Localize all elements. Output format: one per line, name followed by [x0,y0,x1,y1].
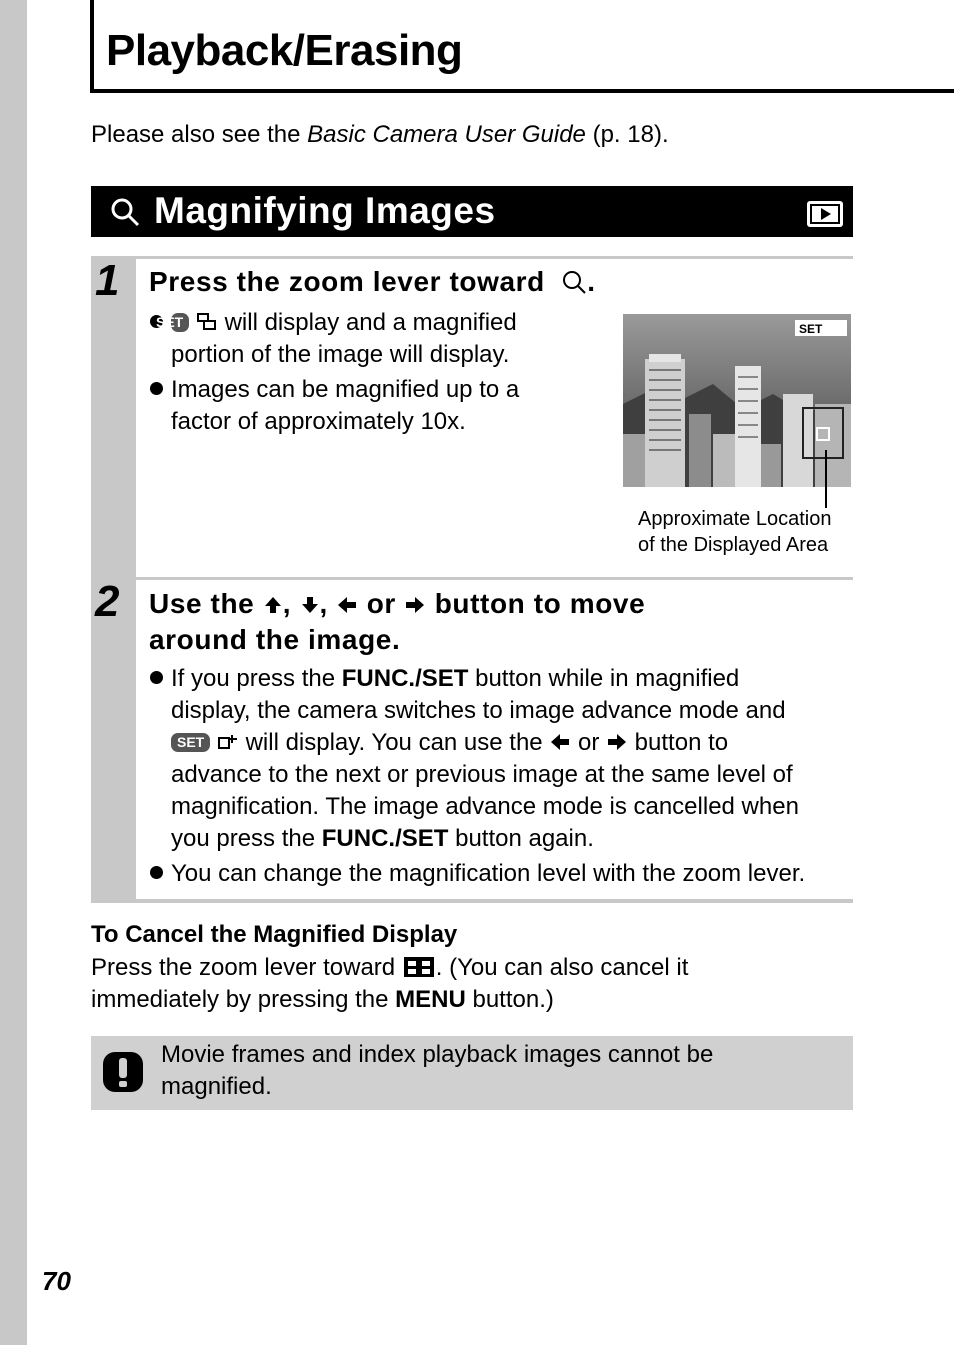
arrow-left-icon [336,595,358,615]
photo-caption: Approximate Location of the Displayed Area [638,508,832,556]
step-1-heading [149,264,596,300]
arrow-up-icon [263,595,283,615]
bullet-dot [150,671,163,684]
heading-line-2: around the image. [149,624,401,655]
page-title: Playback/Erasing [106,26,463,75]
playback-mode-icon [806,200,844,228]
magnifier-icon [561,269,587,295]
bullet-text: button while in magnified [468,665,740,692]
image-advance-icon [217,732,239,752]
arrow-left-icon [549,732,571,752]
bullet-text-line3 [150,727,850,759]
cancel-text: . (You can also cancel it [435,954,689,981]
heading-comma: , [282,588,292,619]
step-1-bullet-1 [150,307,580,371]
bullet-text-line2: display, the camera switches to image advance mode and [171,697,786,724]
step-number-column [91,256,136,578]
photo-set-label: SET [799,322,823,336]
func-set-label: FUNC./SET [341,665,469,692]
arrow-down-icon [300,595,320,615]
magnify-display-icon [196,312,218,332]
step-2-heading [149,586,839,658]
step-divider [136,577,853,580]
cancel-text: button.) [465,986,554,1013]
set-badge-icon: SET [171,313,189,332]
arrow-right-icon [404,595,426,615]
caution-icon [101,1050,145,1094]
bullet-text-line2: factor of approximately 10x. [171,408,466,435]
arrow-right-icon [606,732,628,752]
intro-text [91,121,669,149]
step-1-bullet-2 [150,374,580,438]
caution-text: Movie frames and index playback images cannot be magnified. [161,1041,714,1100]
intro-prefix: Please also see the [91,121,308,148]
city-skyline-photo [623,314,851,487]
cancel-text: Press the zoom lever toward [91,954,402,981]
bullet-text-line2: portion of the image will display. [171,341,510,368]
bullet-text: You can change the magnification level with the zoom lever. [171,860,806,887]
bullet-or: or [571,729,607,756]
heading-text: Use the [149,588,255,619]
bullet-text: If you press the [171,665,342,692]
caution-note [91,1036,853,1110]
step-divider [136,256,853,259]
step-2-bullet-2 [150,858,850,890]
menu-label: MENU [395,986,466,1013]
heading-text: button to move [434,588,646,619]
page-number: 70 [42,1266,71,1296]
bullet-text: button to [628,729,729,756]
set-badge-icon: SET [171,733,210,752]
step-2-bullet-1 [150,663,850,855]
cancel-body [91,952,791,1016]
section-title: Magnifying Images [154,190,496,231]
bullet-text-line6 [150,823,850,855]
func-set-label: FUNC./SET [321,825,449,852]
cancel-heading: To Cancel the Magnified Display [91,921,458,948]
bullet-text: will display and a magnified [217,309,517,336]
step-number: 1 [95,256,120,305]
index-display-icon [402,955,436,979]
step-number: 2 [95,577,120,626]
step-number-column [91,577,136,899]
magnifier-icon [109,196,141,228]
bullet-text: you press the [171,825,322,852]
page-edge-strip [0,0,27,1345]
title-frame [90,0,954,93]
step-1-heading-text: Press the zoom lever toward [149,266,545,297]
bullet-text-line5: magnification. The image advance mode is cancelled when [171,793,799,820]
caption-leader-line [825,450,827,508]
cancel-text: immediately by pressing the [91,986,396,1013]
bullet-dot [150,382,163,395]
section-header [91,186,853,237]
intro-suffix: (p. 18). [585,121,669,148]
intro-guide-title: Basic Camera User Guide [307,121,586,148]
bullet-text: button again. [448,825,594,852]
bullet-dot [150,866,163,879]
heading-period: . [587,266,596,297]
bullet-text: Images can be magnified up to a [171,376,520,403]
bullet-text-line4: advance to the next or previous image at the same level of [171,761,793,788]
step-1 [91,256,853,578]
heading-comma: , [319,588,328,619]
step-2 [91,577,853,899]
steps-bottom-rule [91,899,853,903]
bullet-text: will display. You can use the [238,729,550,756]
heading-or: or [366,588,396,619]
